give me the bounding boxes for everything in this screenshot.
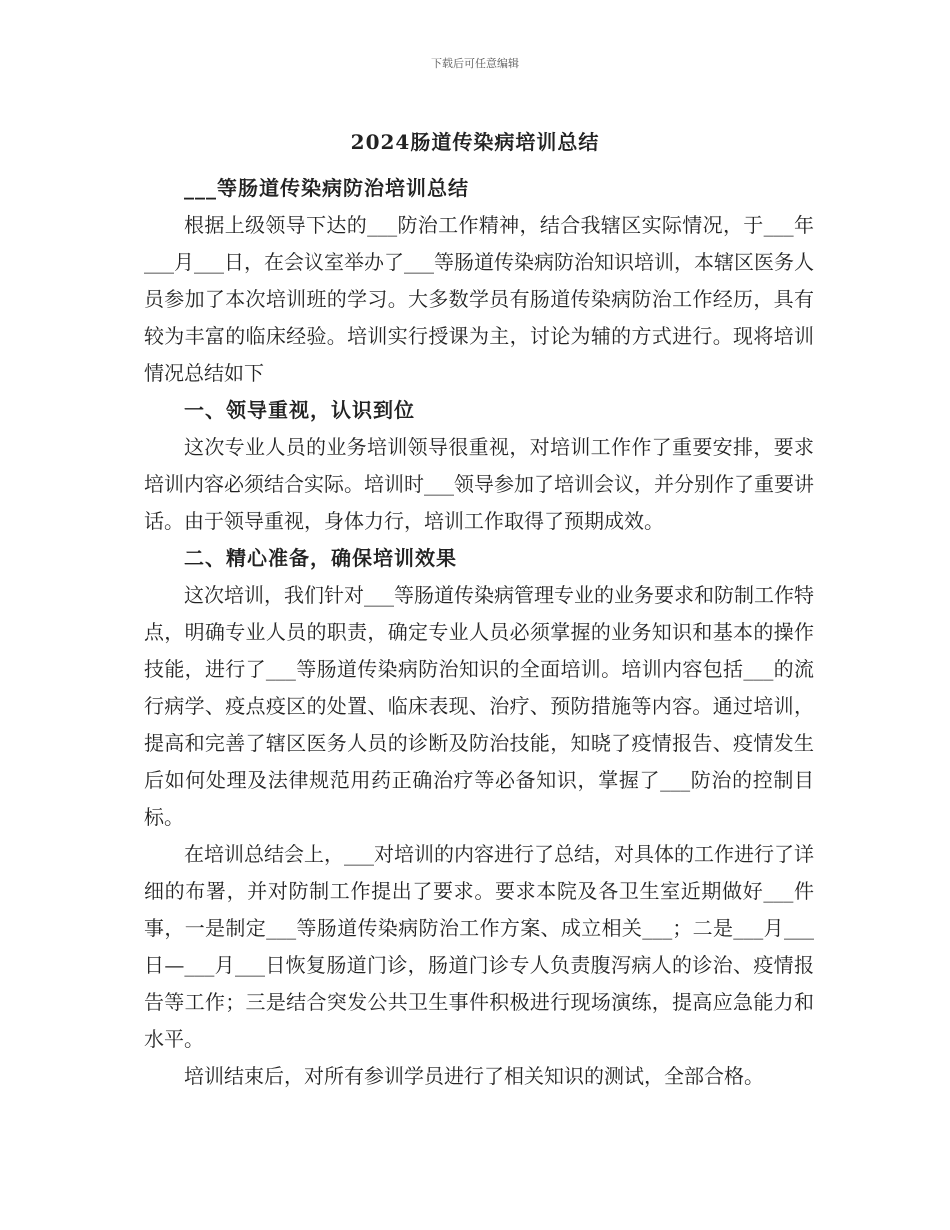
document-body	[144, 170, 814, 1095]
document-subtitle: ___等肠道传染病防治培训总结	[184, 176, 469, 200]
section-heading-1: 一、领导重视，认识到位	[184, 398, 415, 422]
paragraph-conclusion: 培训结束后，对所有参训学员进行了相关知识的测试，全部合格。	[184, 1064, 764, 1088]
section-heading-2: 二、精心准备，确保培训效果	[184, 546, 457, 570]
document-title: 2024肠道传染病培训总结	[350, 130, 600, 154]
paragraph-leadership: 这次专业人员的业务培训领导很重视，对培训工作作了重要安排，要求培训内容必须结合实际。培训时___领导参加了培训会议，并分别作了重要讲话。由于领导重视，身体力行，培训工作取得了预期成效。	[144, 435, 814, 533]
header-note: 下载后可任意编辑	[431, 57, 519, 70]
paragraph-summary-meeting: 在培训总结会上，___对培训的内容进行了总结，对具体的工作进行了详细的布署，并对防制工作提出了要求。要求本院及各卫生室近期做好___件事，一是制定___等肠道传染病防治工作方案、成立相关___；二是___月___日—___月___日恢复肠道门诊，肠道门诊专人负责腹泻病人的诊治、疫情报告等工作；三是结合突发公共卫生事件积极进行现场演练，提高应急能力和水平。	[144, 842, 814, 1051]
paragraph-training-content: 这次培训，我们针对___等肠道传染病管理专业的业务要求和防制工作特点，明确专业人员的职责，确定专业人员必须掌握的业务知识和基本的操作技能，进行了___等肠道传染病防治知识的全面培训。培训内容包括___的流行病学、疫点疫区的处置、临床表现、治疗、预防措施等内容。通过培训，提高和完善了辖区医务人员的诊断及防治技能，知晓了疫情报告、疫情发生后如何处理及法律规范用药正确治疗等必备知识，掌握了___防治的控制目标。	[144, 583, 814, 829]
paragraph-intro: 根据上级领导下达的___防治工作精神，结合我辖区实际情况，于___年___月___日，在会议室举办了___等肠道传染病防治知识培训，本辖区医务人员参加了本次培训班的学习。大多数学员有肠道传染病防治工作经历，具有较为丰富的临床经验。培训实行授课为主，讨论为辅的方式进行。现将培训情况总结如下	[144, 213, 814, 385]
